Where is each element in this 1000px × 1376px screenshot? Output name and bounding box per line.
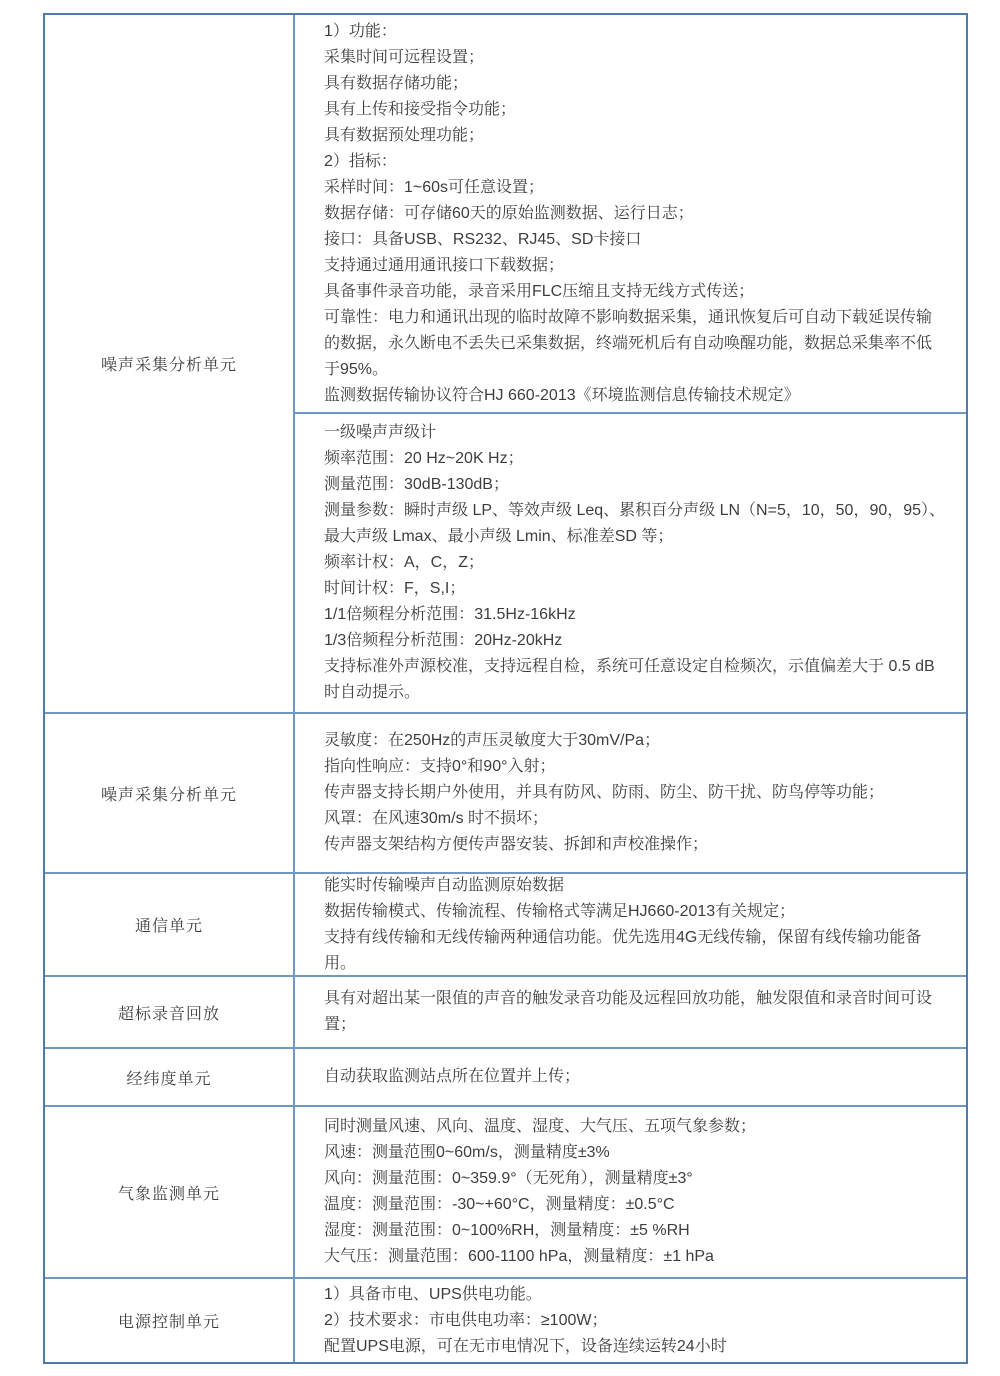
spec-line: 风速：测量范围0~60m/s，测量精度±3% bbox=[324, 1144, 610, 1161]
content-section bbox=[295, 1279, 966, 1362]
row-label-cell bbox=[45, 874, 295, 975]
spec-line: 测量参数：瞬时声级 LP、等效声级 Leq、累积百分声级 LN（N=5，10，50，90，95）、最大声级 Lmax、最小声级 Lmin、标准差SD 等； bbox=[324, 502, 946, 545]
spec-line: 具有上传和接受指令功能； bbox=[324, 100, 517, 118]
table-row bbox=[45, 1277, 966, 1362]
row-label-cell bbox=[45, 1279, 295, 1362]
spec-line: 湿度：测量范围：0~100%RH，测量精度：±5 %RH bbox=[324, 1222, 690, 1239]
spec-line: 采样时间：1~60s可任意设置； bbox=[324, 178, 545, 196]
row-content bbox=[295, 1107, 966, 1277]
row-content bbox=[295, 15, 966, 712]
spec-line: 传声器支架结构方便传声器安装、拆卸和声校准操作； bbox=[324, 836, 709, 853]
spec-line: 测量范围：30dB-130dB； bbox=[324, 476, 509, 493]
spec-line: 1）功能： bbox=[324, 22, 397, 40]
spec-line: 接口：具备USB、RS232、RJ45、SD卡接口 bbox=[324, 230, 642, 248]
content-section bbox=[295, 412, 966, 712]
spec-line: 同时测量风速、风向、温度、湿度、大气压、五项气象参数； bbox=[324, 1118, 757, 1135]
spec-line: 支持通过通用通讯接口下载数据； bbox=[324, 256, 565, 274]
content-section bbox=[295, 714, 966, 872]
row-label-cell bbox=[45, 1107, 295, 1277]
table-row bbox=[45, 1047, 966, 1105]
row-label: 经纬度单元 bbox=[126, 1070, 212, 1088]
spec-line: 可靠性：电力和通讯出现的临时故障不影响数据采集，通讯恢复后可自动下载延误传输的数据，永久断电不丢失已采集数据，终端死机后有自动唤醒功能，数据总采集率不低于95%。 bbox=[324, 308, 933, 378]
spec-line: 频率计权：A，C，Z； bbox=[324, 554, 485, 571]
spec-line: 具有对超出某一限值的声音的触发录音功能及远程回放功能，触发限值和录音时间可设置； bbox=[324, 990, 933, 1033]
spec-line: 大气压：测量范围：600-1100 hPa，测量精度：±1 hPa bbox=[324, 1248, 714, 1265]
spec-line: 灵敏度：在250Hz的声压灵敏度大于30mV/Pa； bbox=[324, 732, 661, 749]
spec-line: 具备事件录音功能，录音采用FLC压缩且支持无线方式传送； bbox=[324, 282, 755, 300]
row-label-cell bbox=[45, 977, 295, 1047]
row-label-cell bbox=[45, 15, 295, 712]
spec-line: 风向：测量范围：0~359.9°（无死角），测量精度±3° bbox=[324, 1170, 693, 1187]
spec-line: 1）具备市电、UPS供电功能。 bbox=[324, 1285, 542, 1303]
spec-line: 自动获取监测站点所在位置并上传； bbox=[324, 1068, 581, 1085]
row-label-cell bbox=[45, 1049, 295, 1105]
row-label: 超标录音回放 bbox=[117, 1005, 220, 1023]
table-row bbox=[45, 975, 966, 1047]
row-content bbox=[295, 714, 966, 872]
spec-line: 2）指标： bbox=[324, 152, 397, 170]
content-section bbox=[295, 1107, 966, 1277]
spec-line: 温度：测量范围：-30~+60°C，测量精度：±0.5°C bbox=[324, 1196, 675, 1213]
spec-line: 风罩：在风速30m/s 时不损坏； bbox=[324, 810, 549, 827]
row-label: 电源控制单元 bbox=[117, 1314, 220, 1331]
spec-line: 1/3倍频程分析范围：20Hz-20kHz bbox=[324, 632, 563, 649]
content-section bbox=[295, 1049, 966, 1105]
table-row bbox=[45, 1105, 966, 1277]
content-section bbox=[295, 874, 966, 975]
spec-line: 支持标准外声源校准，支持远程自检，系统可任意设定自检频次，示值偏差大于 0.5 dB 时自动提示。 bbox=[324, 658, 935, 701]
row-label: 噪声采集分析单元 bbox=[100, 357, 237, 374]
spec-line: 2）技术要求：市电供电功率：≥100W； bbox=[324, 1311, 608, 1329]
row-content bbox=[295, 1049, 966, 1105]
row-content bbox=[295, 874, 966, 975]
spec-line: 配置UPS电源，可在无市电情况下，设备连续运转24小时 bbox=[324, 1337, 727, 1355]
spec-line: 时间计权：F，S,I； bbox=[324, 580, 466, 597]
spec-line: 数据传输模式、传输流程、传输格式等满足HJ660-2013有关规定； bbox=[324, 902, 796, 920]
spec-line: 支持有线传输和无线传输两种通信功能。优先选用4G无线传输，保留有线传输功能备用。 bbox=[324, 928, 922, 972]
content-section bbox=[295, 977, 966, 1047]
row-content bbox=[295, 977, 966, 1047]
table-row bbox=[45, 15, 966, 712]
row-label: 气象监测单元 bbox=[117, 1185, 220, 1203]
spec-line: 采集时间可远程设置； bbox=[324, 48, 485, 66]
spec-line: 能实时传输噪声自动监测原始数据 bbox=[324, 876, 565, 894]
row-label-cell bbox=[45, 714, 295, 872]
spec-table bbox=[43, 13, 968, 1364]
content-section bbox=[295, 15, 966, 412]
spec-line: 监测数据传输协议符合HJ 660-2013《环境监测信息传输技术规定》 bbox=[324, 386, 800, 404]
row-label: 噪声采集分析单元 bbox=[100, 786, 237, 804]
spec-line: 一级噪声声级计 bbox=[324, 424, 437, 441]
row-label: 通信单元 bbox=[134, 918, 203, 935]
spec-line: 数据存储：可存储60天的原始监测数据、运行日志； bbox=[324, 204, 694, 222]
spec-line: 具有数据预处理功能； bbox=[324, 126, 485, 144]
spec-line: 具有数据存储功能； bbox=[324, 74, 469, 92]
spec-line: 传声器支持长期户外使用，并具有防风、防雨、防尘、防干扰、防鸟停等功能； bbox=[324, 784, 885, 801]
spec-line: 频率范围：20 Hz~20K Hz； bbox=[324, 450, 524, 467]
spec-line: 指向性响应：支持0°和90°入射； bbox=[324, 758, 556, 775]
spec-line: 1/1倍频程分析范围：31.5Hz-16kHz bbox=[324, 606, 576, 623]
table-row bbox=[45, 872, 966, 975]
table-row bbox=[45, 712, 966, 872]
row-content bbox=[295, 1279, 966, 1362]
